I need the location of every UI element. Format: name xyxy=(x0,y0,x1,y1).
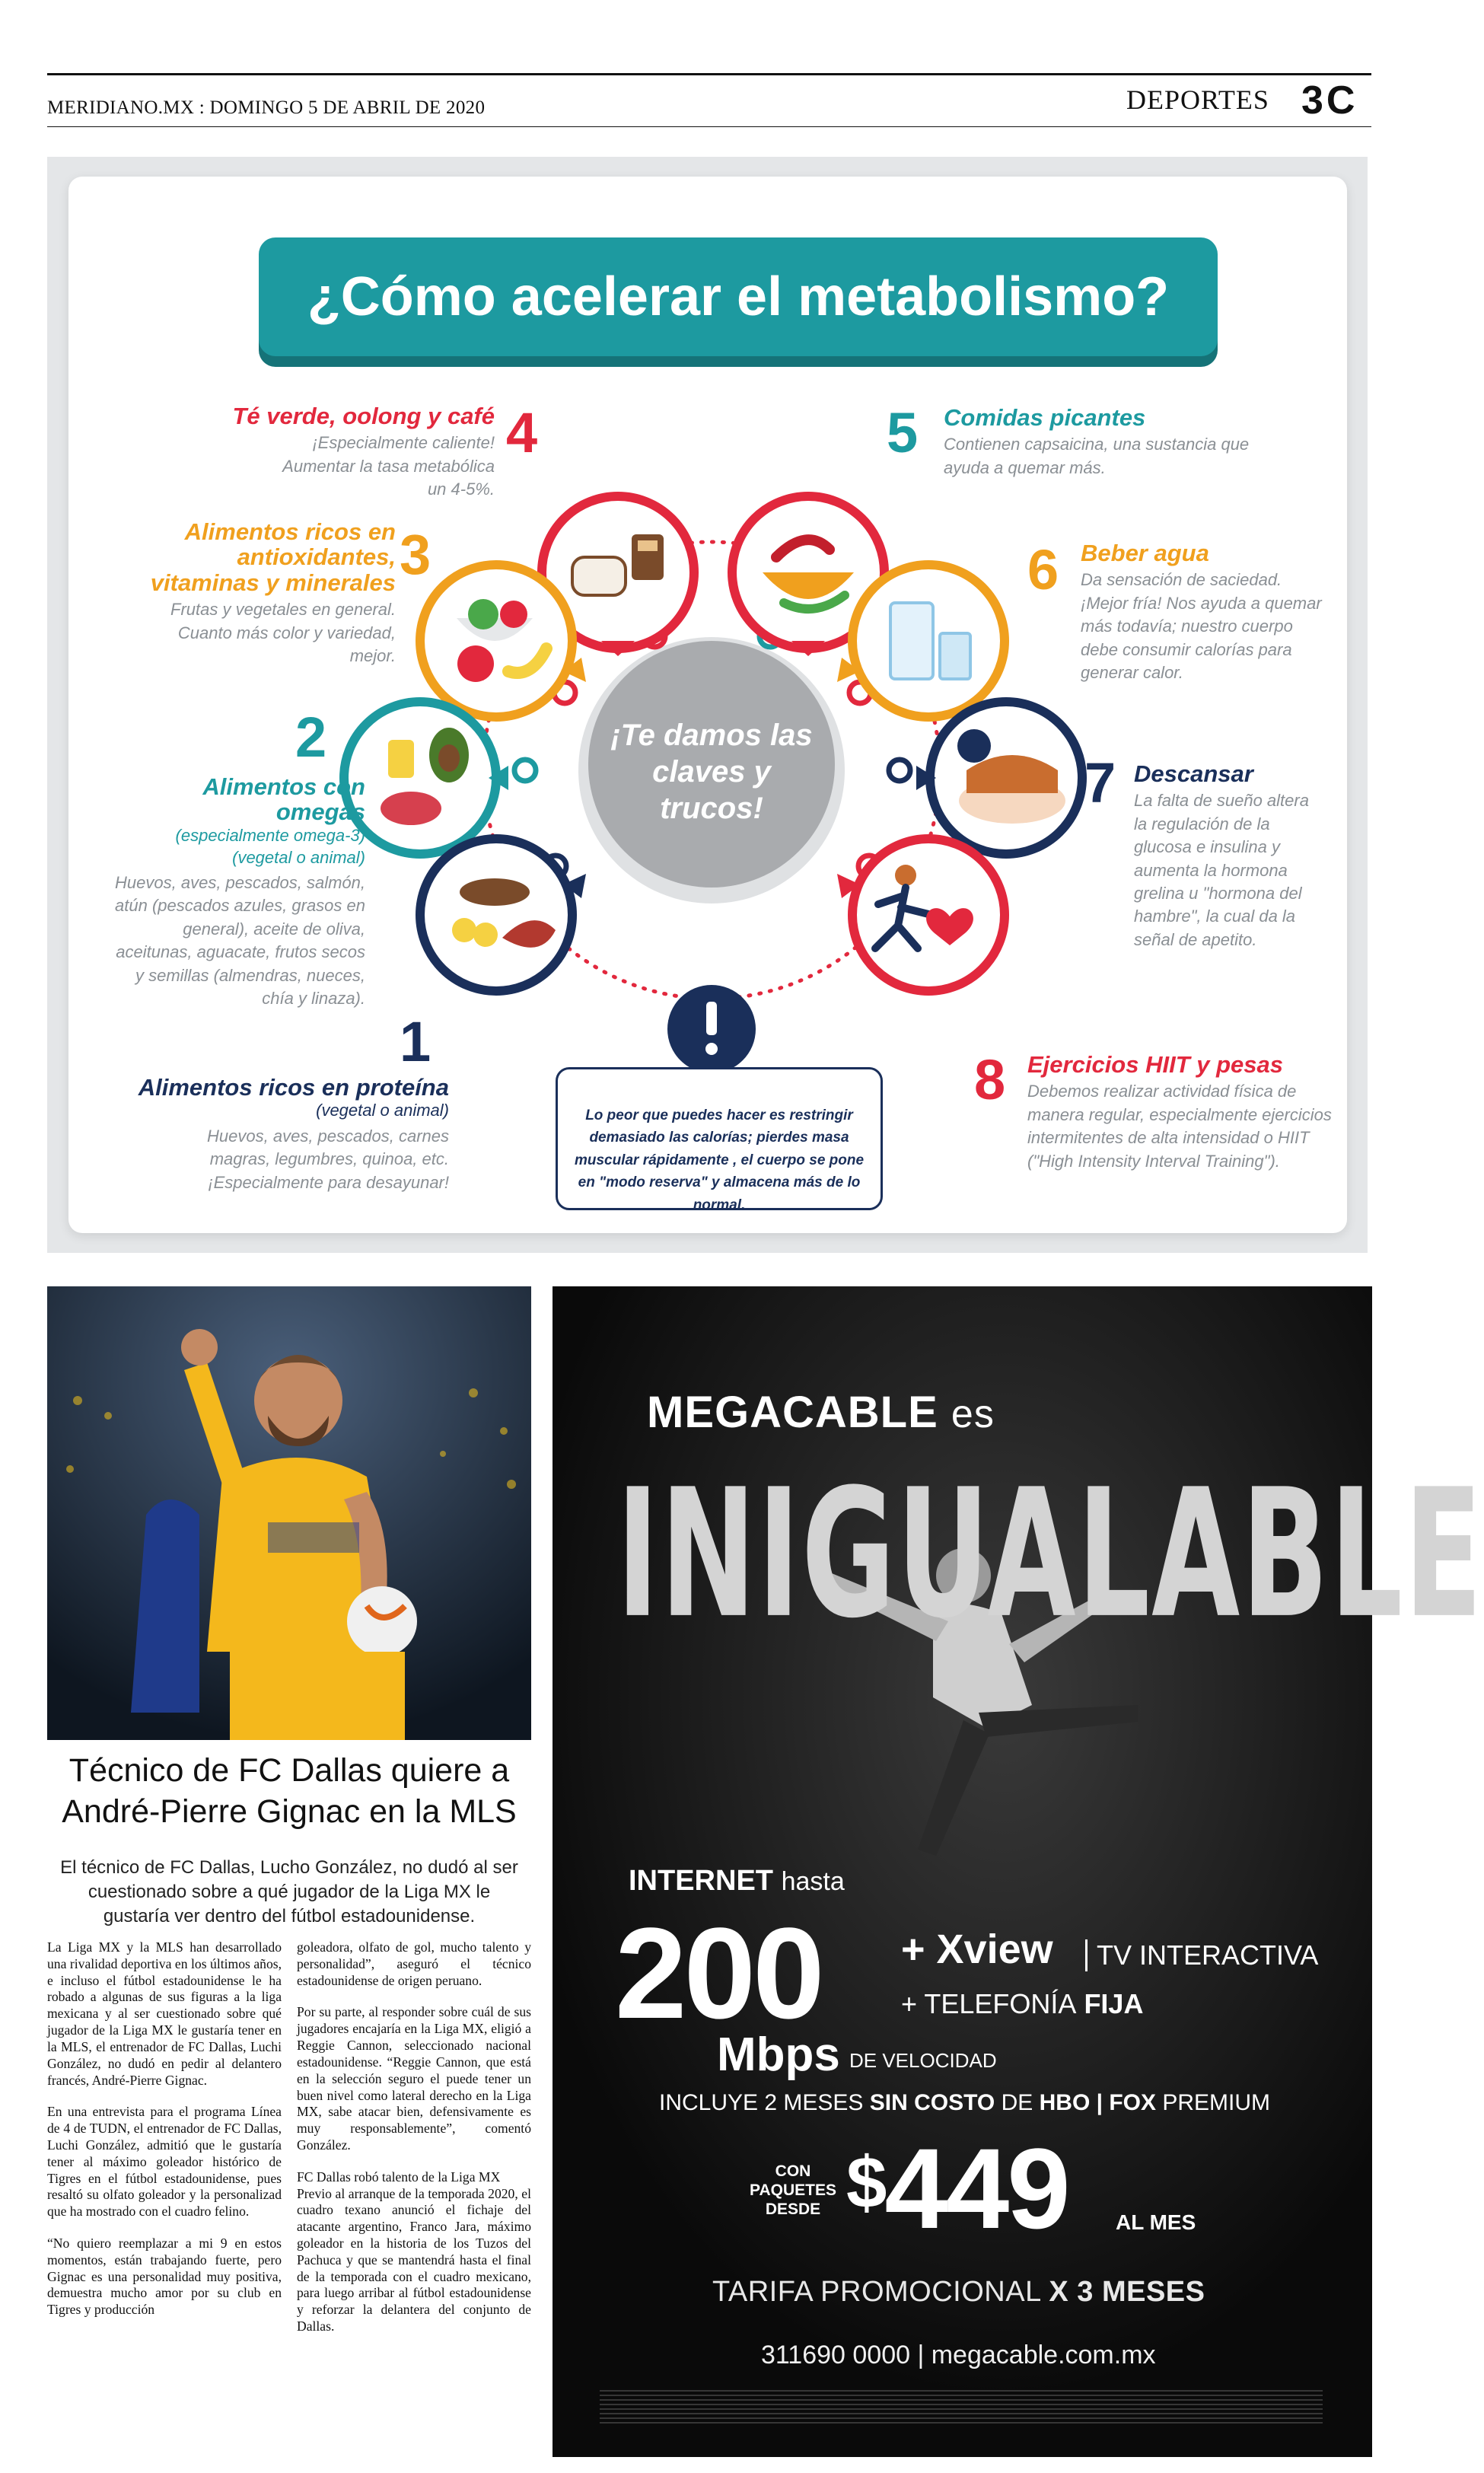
price-value: 449 xyxy=(884,2124,1068,2252)
tip-2 xyxy=(114,774,365,1010)
telefonia-prefix: + TELEFONÍA xyxy=(901,1988,1077,2019)
xview-logo: + Xview xyxy=(901,1926,1053,1972)
header-top-rule xyxy=(47,73,1371,75)
includes-e: PREMIUM xyxy=(1162,2090,1271,2115)
tip-6 xyxy=(1081,540,1324,684)
contact-line: 311690 0000 | megacable.com.mx xyxy=(761,2341,1156,2369)
tip-7-number: 7 xyxy=(1084,751,1116,814)
tip-8 xyxy=(1027,1052,1332,1173)
warning-text: Lo peor que puedes hacer es restringir demasiado las calorías; pierdes masa muscular rápidamente , el cuerpo se pone en "modo reserva" y almacena más de lo normal. xyxy=(556,1067,883,1210)
tip-1-number: 1 xyxy=(400,1010,432,1073)
promo-rate-a: TARIFA PROMOCIONAL xyxy=(712,2276,1041,2308)
megacable-ad xyxy=(553,1286,1484,2457)
paragraph: goleadora, olfato de gol, mucho talento y personalidad”, aseguró el técnico estadounidense de origen peruano. xyxy=(297,1939,531,1988)
speed-label: DE VELOCIDAD xyxy=(849,2049,997,2072)
header-date: MERIDIANO.MX : DOMINGO 5 DE ABRIL DE 2020 xyxy=(47,97,486,118)
exclamation-icon xyxy=(706,1002,717,1035)
sleep-icon xyxy=(916,702,1082,854)
tip-7-title: Descansar xyxy=(1134,760,1253,787)
tip-3-body: Frutas y vegetales en general. Cuanto más color y variedad, mejor. xyxy=(170,600,396,666)
tip-1-title: Alimentos ricos en proteína xyxy=(138,1074,449,1101)
player-celebration-image xyxy=(47,1286,531,1740)
tip-5 xyxy=(944,405,1294,480)
tip-4-number: 4 xyxy=(506,401,538,464)
paragraph: En una entrevista para el programa Línea de 4 de TUDN, el entrenador de FC Dallas, Luchi González, admitió que le gustaría tener al máximo goleador histórico de Tigres en el fútbol estadounidense, pues resaltó su olfato goleador y la personalizad que ha mostrado con el cuadro felino. xyxy=(47,2104,282,2220)
tip-7-body: La falta de sueño altera la regulación de la glucosa e insulina y aumenta la hormona grelina u "hormona del hambre", la cual da la señal de apetito. xyxy=(1134,791,1309,949)
internet-word: INTERNET xyxy=(629,1865,773,1897)
price xyxy=(846,2124,1068,2252)
speed-value: 200 xyxy=(615,1901,822,2046)
tip-1 xyxy=(114,1075,449,1194)
article-column-2 xyxy=(297,1939,531,2350)
tip-1-sub: (vegetal o animal) xyxy=(316,1101,449,1120)
tip-2-number: 2 xyxy=(295,706,327,769)
tip-6-body: Da sensación de saciedad. ¡Mejor fría! Nos ayuda a quemar más todavía; nuestro cuerpo debe consumir calorías para generar calor. xyxy=(1081,570,1322,682)
internet-label xyxy=(629,1865,845,1898)
telefonia-fija xyxy=(901,1988,1143,2020)
tip-1-body: Huevos, aves, pescados, carnes magras, legumbres, quinoa, etc. ¡Especialmente para desayunar! xyxy=(207,1127,449,1192)
header-bottom-rule xyxy=(47,126,1371,127)
includes-line xyxy=(659,2090,1270,2116)
infographic-card xyxy=(68,177,1347,1233)
tip-8-title: Ejercicios HIIT y pesas xyxy=(1027,1051,1284,1078)
paragraph: La Liga MX y la MLS han desarrollado una rivalidad deportiva en los últimos años, e incluso el fútbol estadounidense le ha robado a algunas de sus figuras a la liga mexicana y al ser cuestionado sobre qué jugador de la Liga MX le gustaría tener en la MLS, el entrenador de FC Dallas, Luchi González, no dudó en pedir al delantero francés, André-Pierre Gignac. xyxy=(47,1939,282,2088)
internet-suffix: hasta xyxy=(781,1867,845,1896)
tip-4-title: Té verde, oolong y café xyxy=(232,403,495,429)
tip-6-number: 6 xyxy=(1027,538,1059,601)
paragraph: “No quiero reemplazar a mi 9 en estos momentos, están trabajando fuerte, pero Gignac es una personalidad muy positiva, demuestra mucho amor por su club en Tigres y producción xyxy=(47,2236,282,2318)
includes-b: SIN COSTO xyxy=(869,2090,995,2115)
tip-4-body: ¡Especialmente caliente! Aumentar la tasa metabólica un 4-5%. xyxy=(282,433,495,499)
center-message: ¡Te damos las claves y trucos! xyxy=(610,719,813,825)
price-prefix: CON PAQUETES DESDE xyxy=(750,2162,836,2219)
tip-8-body: Debemos realizar actividad física de manera regular, especialmente ejercicios intermitentes de alta intensidad o HIIT ("High Intensity Interval Training"). xyxy=(1027,1082,1332,1171)
promo-rate-b: X 3 MESES xyxy=(1049,2276,1205,2308)
tip-4 xyxy=(205,403,495,502)
brand-suffix: es xyxy=(951,1392,995,1436)
article-lede: El técnico de FC Dallas, Lucho González, no dudó al ser cuestionado sobre a qué jugador de la Liga MX le gustaría ver dentro del fútbol estadounidense. xyxy=(60,1857,518,1926)
includes-a: INCLUYE 2 MESES xyxy=(659,2090,864,2115)
warning-bubble xyxy=(667,985,756,1073)
infographic-title: ¿Cómo acelerar el metabolismo? xyxy=(259,237,1218,356)
tip-5-title: Comidas picantes xyxy=(944,404,1146,431)
article-column-1 xyxy=(47,1939,282,2334)
tip-5-number: 5 xyxy=(887,401,919,464)
metabolism-infographic xyxy=(47,157,1368,1253)
paragraph: Previo al arranque de la temporada 2020, el cuadro texano anunció el fichaje del atacante argentino, Franco Jara, máximo goleador en la historia de los Tuzos del Pachuca y que se mantendrá hasta el final de la temporada con el cuadro mexicano, para luego arribar al fútbol estadounidense y reforzar la delantera del conjunto de Dallas. xyxy=(297,2185,531,2334)
subheading: FC Dallas robó talento de la Liga MX xyxy=(297,2169,501,2185)
page-number: 3C xyxy=(1301,78,1358,123)
tip-3 xyxy=(145,519,396,668)
megacable-logo-text: MEGACABLE xyxy=(647,1388,938,1437)
includes-c: DE xyxy=(1001,2090,1033,2115)
ad-headline: INIGUALABLE xyxy=(616,1452,1484,1658)
price-period: AL MES xyxy=(1116,2210,1196,2234)
promo-rate xyxy=(712,2276,1205,2309)
paragraph: Por su parte, al responder sobre cuál de sus jugadores encajaría en la Liga MX, eligió a Reggie Cannon, seleccionado nacional estadounidense. “Reggie Cannon, que está en la selección seguro el puede tener un buen nivel como lateral derecho en la Liga MX, sabe atacar bien, defensivamente es muy responsablemente”, comentó González. xyxy=(297,2004,531,2153)
fine-print xyxy=(600,2390,1323,2424)
tip-2-body: Huevos, aves, pescados, salmón, atún (pescados azules, grasos en general), aceite de oliva, aceitunas, aguacate, frutos secos y semillas (almendras, nueces, chía y linaza). xyxy=(115,873,365,1008)
tv-interactiva: TV INTERACTIVA xyxy=(1085,1939,1318,1971)
gignac-photo xyxy=(47,1286,531,1740)
tip-2-title: Alimentos con omegas xyxy=(202,773,365,826)
section-name: DEPORTES xyxy=(1126,84,1269,115)
tip-3-title: Alimentos ricos en antioxidantes, vitaminas y minerales xyxy=(150,518,396,596)
tip-8-number: 8 xyxy=(974,1048,1006,1111)
hbo-fox-logos: HBO | FOX xyxy=(1039,2090,1157,2115)
article-headline: Técnico de FC Dallas quiere a André-Pierre Gignac en la MLS xyxy=(62,1752,517,1830)
tip-7 xyxy=(1134,761,1324,951)
tip-2-sub: (especialmente omega-3) (vegetal o animal) xyxy=(175,825,365,867)
omega-foods-icon xyxy=(344,702,508,854)
tip-5-body: Contienen capsaicina, una sustancia que ayuda a quemar más. xyxy=(944,435,1250,477)
speed-unit: Mbps xyxy=(717,2028,840,2081)
price-currency: $ xyxy=(846,2142,885,2223)
telefonia-bold: FIJA xyxy=(1084,1988,1144,2019)
tip-6-title: Beber agua xyxy=(1081,540,1209,566)
tip-3-number: 3 xyxy=(400,523,432,586)
ad-brand xyxy=(647,1387,995,1438)
